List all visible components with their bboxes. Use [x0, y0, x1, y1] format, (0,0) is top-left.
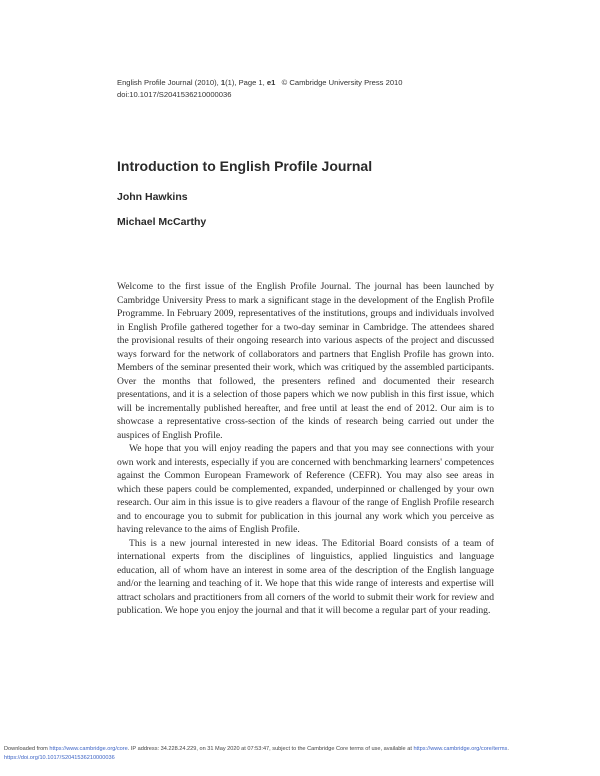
article-title: Introduction to English Profile Journal [117, 158, 373, 174]
copyright-notice: © Cambridge University Press 2010 [281, 78, 403, 87]
doi-line: doi:10.1017/S2041536210000036 [117, 90, 232, 99]
citation-issue: (1), Page 1, [225, 78, 267, 87]
citation-header [117, 77, 403, 101]
citation-line [117, 77, 403, 89]
body-paragraph: Welcome to the first issue of the English Profile Journal. The journal has been launched by Cambridge University Press to mark a significant stage in the development of the English Profile Programme. In February 2009, representatives of the institutions, groups and individuals involved in English Profile gathered together for a two-day seminar in Cambridge. The attendees shared the provisional results of their ongoing research into various aspects of the project and discussed ways forward for the network of collaborators and partners that English Profile has grown into. Members of the seminar presented their work, which was critiqued by the assembled participants. Over the months that followed, the presenters refined and documented their research presentations, and it is a selection of those papers which we now publish in this first issue, which will be incrementally published hereafter, and free until at least the end of 2012. Our aim is to showcase a representative cross-section of the kinds of research being carried out under the auspices of English Profile. [117, 281, 494, 441]
footer-line [4, 745, 596, 754]
citation-volume: 1 [220, 78, 226, 87]
citation-journal: English Profile Journal (2010), [117, 78, 221, 87]
cambridge-core-link[interactable]: https://www.cambridge.org/core [49, 746, 128, 752]
author-name: Michael McCarthy [117, 216, 207, 228]
doi-link[interactable]: https://doi.org/10.1017/S2041536210000036 [4, 755, 115, 761]
terms-of-use-link[interactable]: https://www.cambridge.org/core/terms [413, 746, 508, 752]
footer-period: . [507, 746, 509, 752]
download-footer [4, 745, 596, 763]
article-body [117, 280, 494, 618]
citation-article-number: e1 [266, 78, 276, 87]
body-paragraph: We hope that you will enjoy reading the papers and that you may see connections with your own work and interests, especially if you are concerned with benchmarking learners' competences against the Common European Framework of Reference (CEFR). You may also see areas in which these papers could be complemented, expanded, underpinned or challenged by your own research. Our aim in this issue is to give readers a flavour of the range of English Profile research and to encourage you to submit for publication in this journal any work which you perceive as having relevance to the aims of English Profile. [117, 443, 494, 535]
footer-line [4, 754, 596, 763]
downloaded-prefix: Downloaded from [4, 746, 50, 752]
author-name: John Hawkins [117, 191, 188, 203]
ip-address-text: . IP address: 34.228.24.229, on 31 May 2020 at 07:53:47, subject to the Cambridge Core terms of use, available at [127, 746, 414, 752]
body-paragraph: This is a new journal interested in new ideas. The Editorial Board consists of a team of international experts from the disciplines of linguistics, applied linguistics and language education, all of whom have an interest in some area of the description of the English language and/or the learning and teaching of it. We hope that this wide range of interests and expertise will attract scholars and practitioners from all corners of the world to submit their work for review and publication. We hope you enjoy the journal and that it will become a regular part of your reading. [117, 537, 494, 616]
